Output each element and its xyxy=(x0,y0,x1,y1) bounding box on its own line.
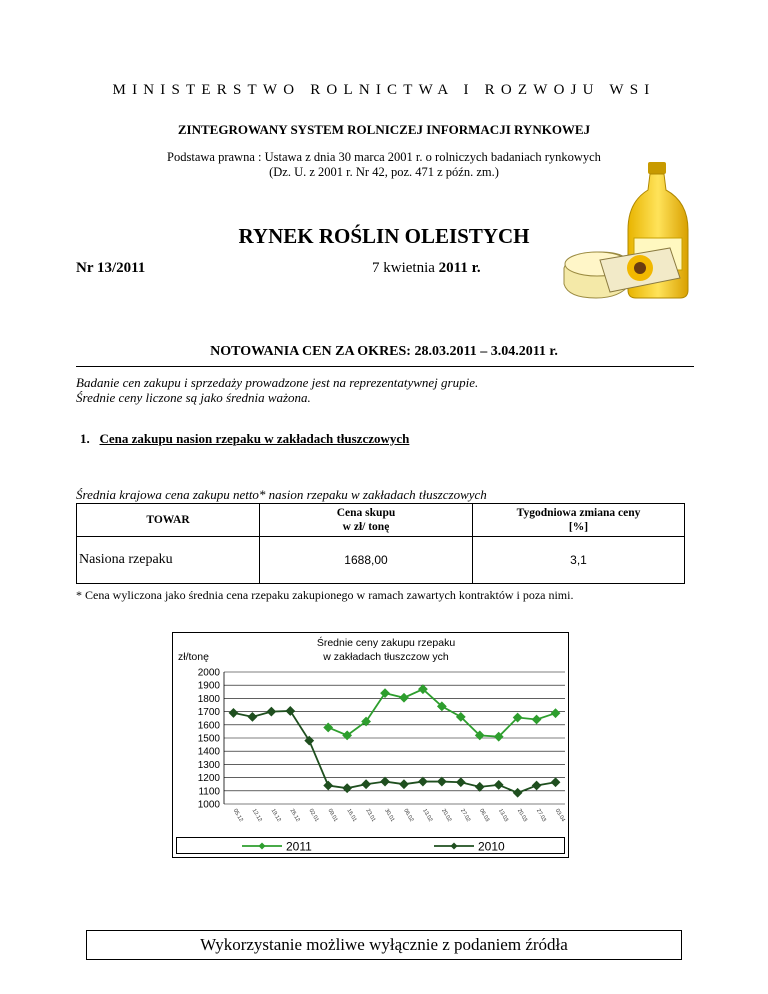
section-number: 1. xyxy=(80,431,90,446)
y-tick-label: 1800 xyxy=(197,693,220,705)
x-tick-label: 20.03 xyxy=(515,808,528,823)
cell-change: 3,1 xyxy=(473,537,685,584)
header-price xyxy=(260,504,473,537)
chart-title-line2: w zakładach tłuszczow ych xyxy=(323,651,449,663)
section-heading xyxy=(80,431,409,447)
legend-label: 2010 xyxy=(478,839,505,854)
header-change xyxy=(473,504,685,537)
divider xyxy=(76,366,694,367)
legal-basis-line2: (Dz. U. z 2001 r. Nr 42, poz. 471 z późn. zm.) xyxy=(269,165,499,179)
x-tick-label: 06.03 xyxy=(478,808,491,823)
x-tick-label: 13.02 xyxy=(421,808,434,823)
header-change-line2: [%] xyxy=(568,521,589,533)
y-tick-label: 1000 xyxy=(197,799,220,811)
chart-legend xyxy=(177,838,565,854)
method-note-2: Średnie ceny liczone są jako średnia ważona. xyxy=(76,390,311,405)
y-tick-label: 1200 xyxy=(197,773,220,785)
report-title: RYNEK ROŚLIN OLEISTYCH xyxy=(238,224,530,248)
system-name: ZINTEGROWANY SYSTEM ROLNICZEJ INFORMACJI RYNKOWEJ xyxy=(177,122,591,137)
header-goods: TOWAR xyxy=(77,504,260,537)
issue-date-day: 7 kwietnia xyxy=(372,260,435,276)
x-tick-label: 02.01 xyxy=(307,808,320,823)
x-tick-label: 27.02 xyxy=(459,808,472,823)
y-tick-label: 1700 xyxy=(197,707,220,719)
x-tick-label: 30.01 xyxy=(383,808,396,823)
y-tick-label: 1600 xyxy=(197,720,220,732)
x-tick-label: 13.03 xyxy=(496,808,510,823)
x-tick-label: 05.12 xyxy=(231,808,244,823)
y-tick-label: 2000 xyxy=(197,667,220,679)
table-footnote: * Cena wyliczona jako średnia cena rzepaku zakupionego w ramach zawartych kontraktów i poza nimi. xyxy=(76,588,574,602)
legal-basis-line1: Podstawa prawna : Ustawa z dnia 30 marca 2001 r. o rolniczych badaniach rynkowych xyxy=(167,150,601,164)
x-tick-label: 03.04 xyxy=(553,808,566,823)
cell-price: 1688,00 xyxy=(260,537,473,584)
issue-number: Nr 13/2011 xyxy=(76,260,146,276)
header-change-line1: Tygodniowa zmiana ceny xyxy=(516,507,641,519)
ministry-name: MINISTERSTWO ROLNICTWA I ROZWOJU WSI xyxy=(112,82,656,98)
table-caption: Średnia krajowa cena zakupu netto* nasion rzepaku w zakładach tłuszczowych xyxy=(76,487,487,502)
x-tick-label: 12.12 xyxy=(250,808,263,823)
chart-ylabel: zł/tonę xyxy=(178,651,209,663)
quotation-period: NOTOWANIA CEN ZA OKRES: 28.03.2011 – 3.04.2011 r. xyxy=(210,344,558,359)
y-tick-label: 1100 xyxy=(198,786,220,798)
header-price-line2: w zł/ tonę xyxy=(342,521,390,533)
x-tick-label: 23.01 xyxy=(364,808,377,823)
legend-label: 2011 xyxy=(286,839,312,854)
header-price-line1: Cena skupu xyxy=(336,507,396,519)
y-tick-label: 1400 xyxy=(197,746,220,758)
table-header-row xyxy=(77,504,685,537)
x-tick-label: 09.01 xyxy=(326,808,339,823)
issue-date-year: 2011 r. xyxy=(438,260,481,276)
x-tick-label: 26.12 xyxy=(288,808,301,823)
price-table xyxy=(76,503,685,584)
y-tick-label: 1500 xyxy=(197,733,220,745)
price-chart xyxy=(172,632,569,858)
footer-source-note: Wykorzystanie możliwe wyłącznie z podaniem źródła xyxy=(86,930,682,960)
cell-goods: Nasiona rzepaku xyxy=(77,537,260,584)
issue-date xyxy=(372,260,481,277)
table-row xyxy=(77,537,685,584)
y-tick-label: 1900 xyxy=(197,680,220,692)
section-title: Cena zakupu nasion rzepaku w zakładach tłuszczowych xyxy=(99,431,410,446)
chart-title-line1: Średnie ceny zakupu rzepaku xyxy=(316,637,456,649)
x-tick-label: 19.12 xyxy=(269,808,282,823)
x-tick-label: 06.02 xyxy=(402,808,415,823)
x-tick-label: 16.01 xyxy=(345,808,358,823)
y-tick-label: 1300 xyxy=(197,759,220,771)
x-tick-label: 27.03 xyxy=(534,808,547,823)
x-tick-label: 20.02 xyxy=(440,808,453,823)
method-note-1: Badanie cen zakupu i sprzedaży prowadzone jest na reprezentatywnej grupie. xyxy=(76,375,479,390)
chart-y-ticks xyxy=(198,668,221,811)
